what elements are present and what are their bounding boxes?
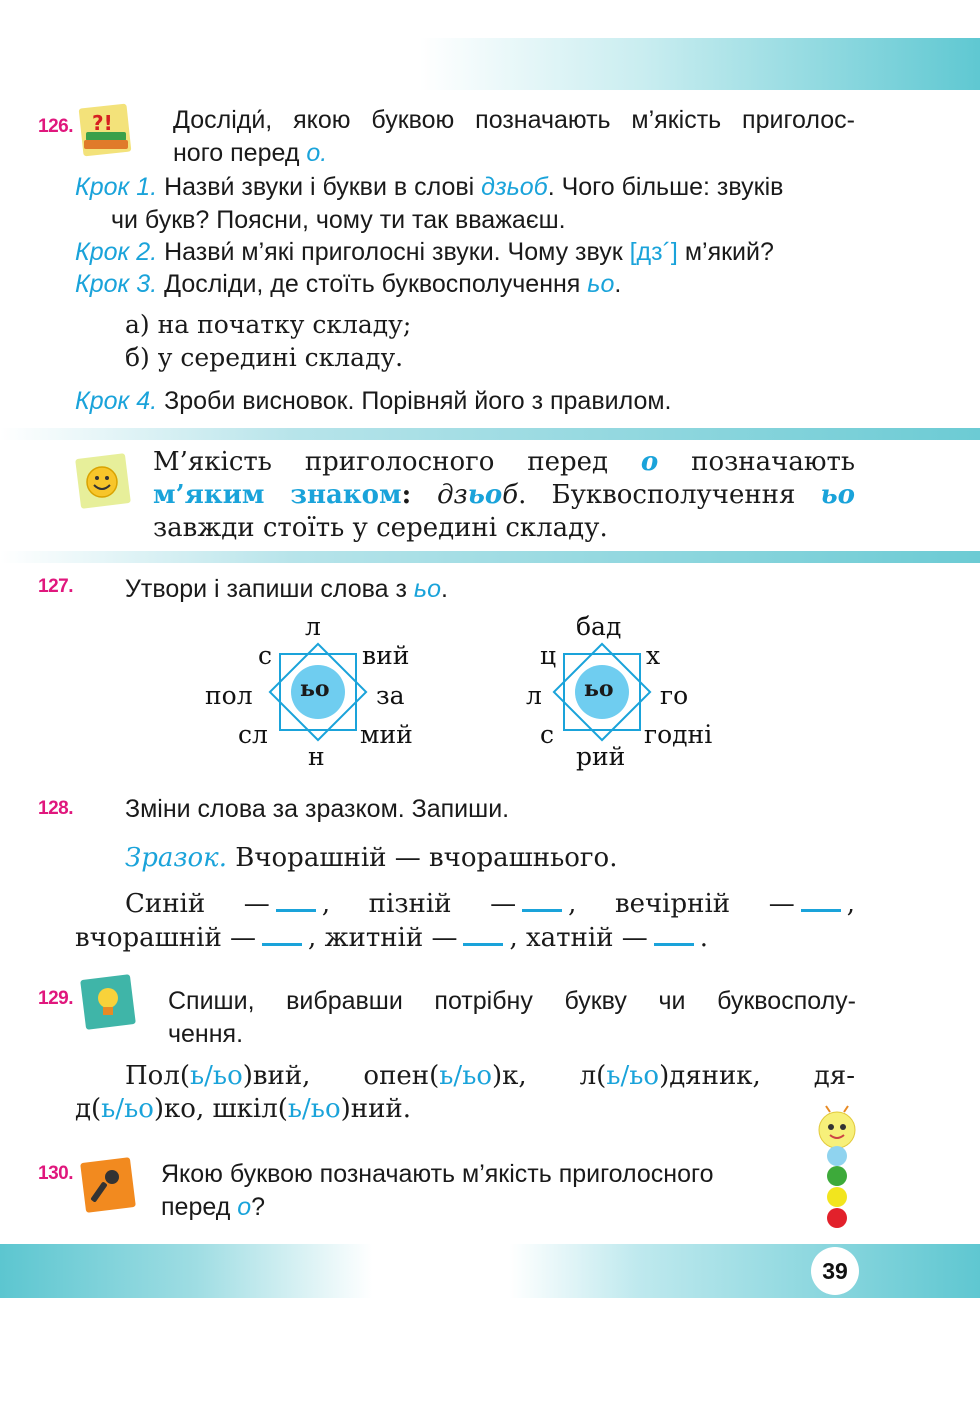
exercise-126-intro: Досліди́, якою буквою позначають м’якість приголос- ного перед о. [173, 106, 855, 167]
option-b: б) у середині складу. [125, 343, 404, 372]
wheel-1-center: ьо [300, 676, 330, 702]
rule-top-band [0, 428, 980, 440]
ex129-task: Пол(ь/ьо)вий, опен(ь/ьо)к, л(ь/ьо)дяник, дя- д(ь/ьо)ко, шкіл(ь/ьо)ний. [75, 1061, 855, 1124]
ex128-line-2: вчорашній — , житній — , хатній — . [75, 923, 709, 953]
lightbulb-icon [78, 972, 138, 1032]
option-a: а) на початку складу; [125, 310, 412, 339]
step-2: Крок 2. Назви́ м’які приголосні звуки. Чому звук [дз´] м’який? [75, 238, 774, 266]
research-books-icon [78, 102, 134, 158]
page-number: 39 [811, 1247, 859, 1295]
exercise-129-text: Спиши, вибравши потрібну букву чи буквосполу- чення. [168, 987, 856, 1048]
answer-blank [262, 923, 302, 946]
caterpillar-icon [812, 1104, 862, 1234]
rule-text: М’якість приголосного перед о позначають м’яким знаком: дзьоб. Буквосполучення ьо завжди стоїть у середині складу. [153, 447, 856, 543]
exercise-130-text: Якою буквою позначають м’якість приголосного перед о? [161, 1160, 714, 1221]
wheel-2-bottom-right: годні [644, 720, 713, 749]
wheel-1-bottom-right: мий [360, 720, 413, 749]
wheel-1-top: л [305, 612, 321, 641]
exercise-126-number: 126. [38, 116, 73, 137]
wheel-1-top-left: с [258, 641, 273, 670]
step-3: Крок 3. Досліди, де стоїть буквосполучення ьо. [75, 270, 622, 298]
smiley-icon [74, 452, 132, 510]
answer-blank [654, 923, 694, 946]
wheel-2-right: го [660, 681, 689, 710]
wheel-1-right: за [376, 681, 405, 710]
wheel-1-bottom-left: сл [238, 720, 268, 749]
exercise-127-number: 127. [38, 576, 73, 597]
header-band [420, 38, 980, 90]
step-4: Крок 4. Зроби висновок. Порівняй його з правилом. [75, 387, 672, 415]
step-1: Крок 1. Назви́ звуки і букви в слові дзьоб. Чого більше: звуків чи букв? Поясни, чому ти так вважаєш. [75, 173, 784, 234]
wheel-1-bottom: н [308, 742, 325, 771]
exercise-128-number: 128. [38, 798, 73, 819]
answer-blank [801, 889, 841, 912]
wheel-1-top-right: вий [362, 641, 410, 670]
answer-blank [522, 889, 562, 912]
answer-blank [463, 923, 503, 946]
wheel-2-center: ьо [584, 676, 614, 702]
svg-text:?!: ?! [92, 111, 113, 135]
wheel-2-left: л [526, 681, 542, 710]
wheel-1-left: пол [205, 681, 253, 710]
answer-blank [276, 889, 316, 912]
wheel-2-top: бад [576, 612, 622, 641]
rule-bottom-band [0, 551, 980, 563]
exercise-128-text: Зміни слова за зразком. Запиши. [125, 795, 510, 823]
wheel-2-top-left: ц [540, 641, 557, 670]
wheel-2-top-right: х [646, 641, 661, 670]
microphone-icon [78, 1155, 138, 1215]
exercise-127-text: Утвори і запиши слова з ьо. [125, 575, 448, 603]
exercise-130-number: 130. [38, 1163, 73, 1184]
sample-line: Зразок. Вчорашній — вчорашнього. [125, 843, 618, 873]
ex128-line-1: Синій — , пізній — , вечірній — , [125, 889, 855, 919]
wheel-2-bottom-left: с [540, 720, 555, 749]
wheel-2-bottom: рий [576, 742, 626, 771]
exercise-129-number: 129. [38, 988, 73, 1009]
